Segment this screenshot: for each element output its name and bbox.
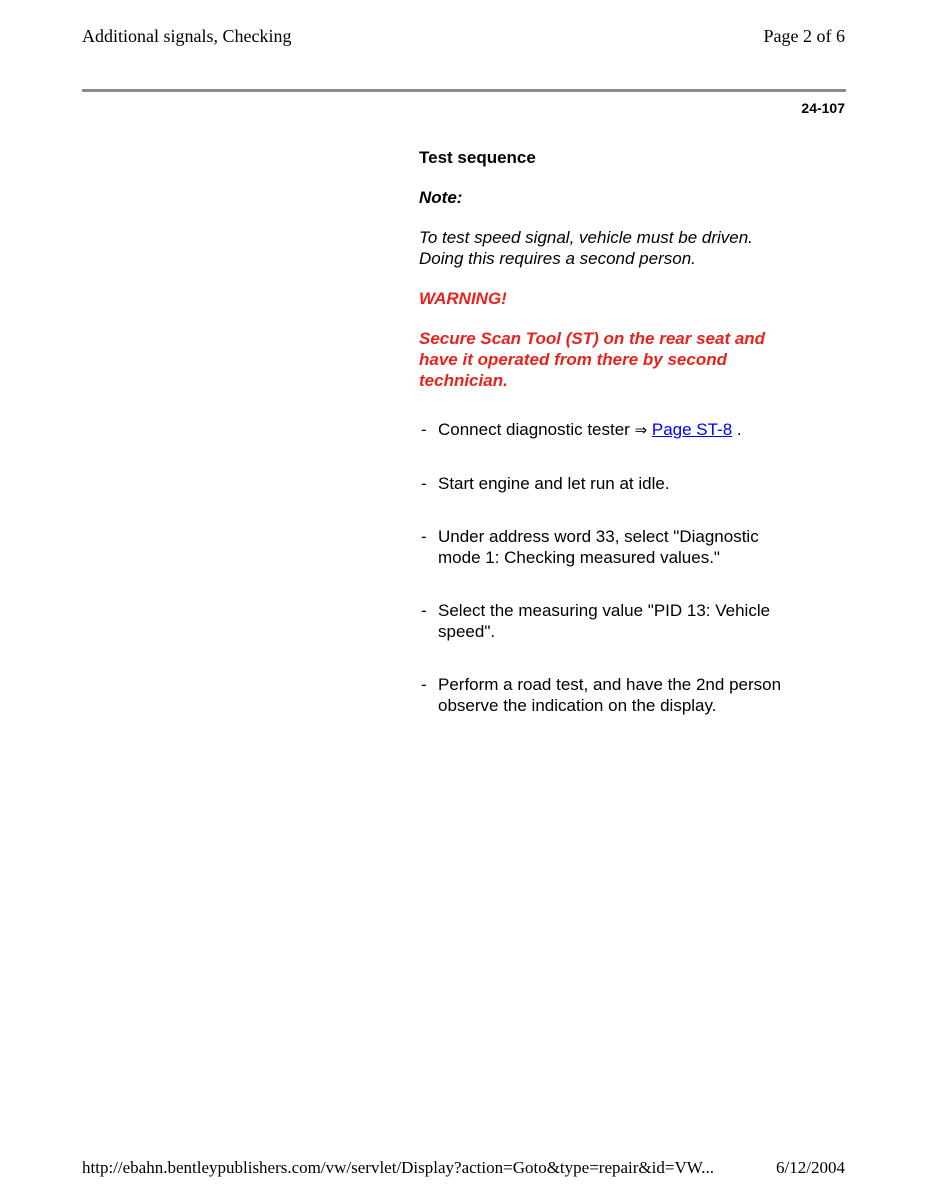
section-title: Test sequence — [419, 148, 536, 167]
warning-line: technician. — [419, 371, 508, 390]
arrow-right-icon: ⇒ — [634, 421, 648, 439]
step-text: Start engine and let run at idle. — [438, 474, 670, 493]
warning-text — [419, 328, 819, 391]
page-indicator: Page 2 of 6 — [763, 26, 845, 46]
header-divider — [82, 89, 846, 92]
step-list — [419, 419, 819, 716]
note-text — [419, 227, 819, 269]
step-dash: - — [421, 420, 427, 439]
step-text: speed". — [438, 622, 496, 641]
step-item — [419, 473, 819, 494]
page-code: 24-107 — [801, 100, 845, 116]
warning-line: have it operated from there by second — [419, 350, 727, 369]
main-content — [419, 147, 819, 748]
footer-date: 6/12/2004 — [776, 1158, 845, 1177]
step-text: Select the measuring value "PID 13: Vehicle — [438, 601, 771, 620]
print-header — [82, 26, 845, 50]
step-text: observe the indication on the display. — [438, 696, 717, 715]
step-text: Perform a road test, and have the 2nd person — [438, 675, 782, 694]
warning-label: WARNING! — [419, 289, 507, 308]
step-text: Connect diagnostic tester — [438, 420, 635, 439]
note-label: Note: — [419, 188, 463, 207]
step-dash: - — [421, 474, 427, 493]
step-dash: - — [421, 675, 427, 694]
document-title: Additional signals, Checking — [82, 26, 292, 46]
note-line: To test speed signal, vehicle must be driven. — [419, 228, 753, 247]
step-item — [419, 526, 819, 568]
page-st8-link[interactable]: Page ST-8 — [651, 420, 733, 439]
step-item — [419, 600, 819, 642]
step-text: Under address word 33, select "Diagnostic — [438, 527, 759, 546]
note-line: Doing this requires a second person. — [419, 249, 696, 268]
print-footer — [82, 1158, 845, 1182]
step-text: mode 1: Checking measured values." — [438, 548, 720, 567]
step-text-suffix: . — [732, 420, 742, 439]
footer-url: http://ebahn.bentleypublishers.com/vw/servlet/Display?action=Goto&type=repair&id=VW... — [82, 1158, 714, 1177]
step-dash: - — [421, 527, 427, 546]
warning-line: Secure Scan Tool (ST) on the rear seat and — [419, 329, 766, 348]
step-item — [419, 674, 819, 716]
step-dash: - — [421, 601, 427, 620]
step-item — [419, 419, 819, 441]
